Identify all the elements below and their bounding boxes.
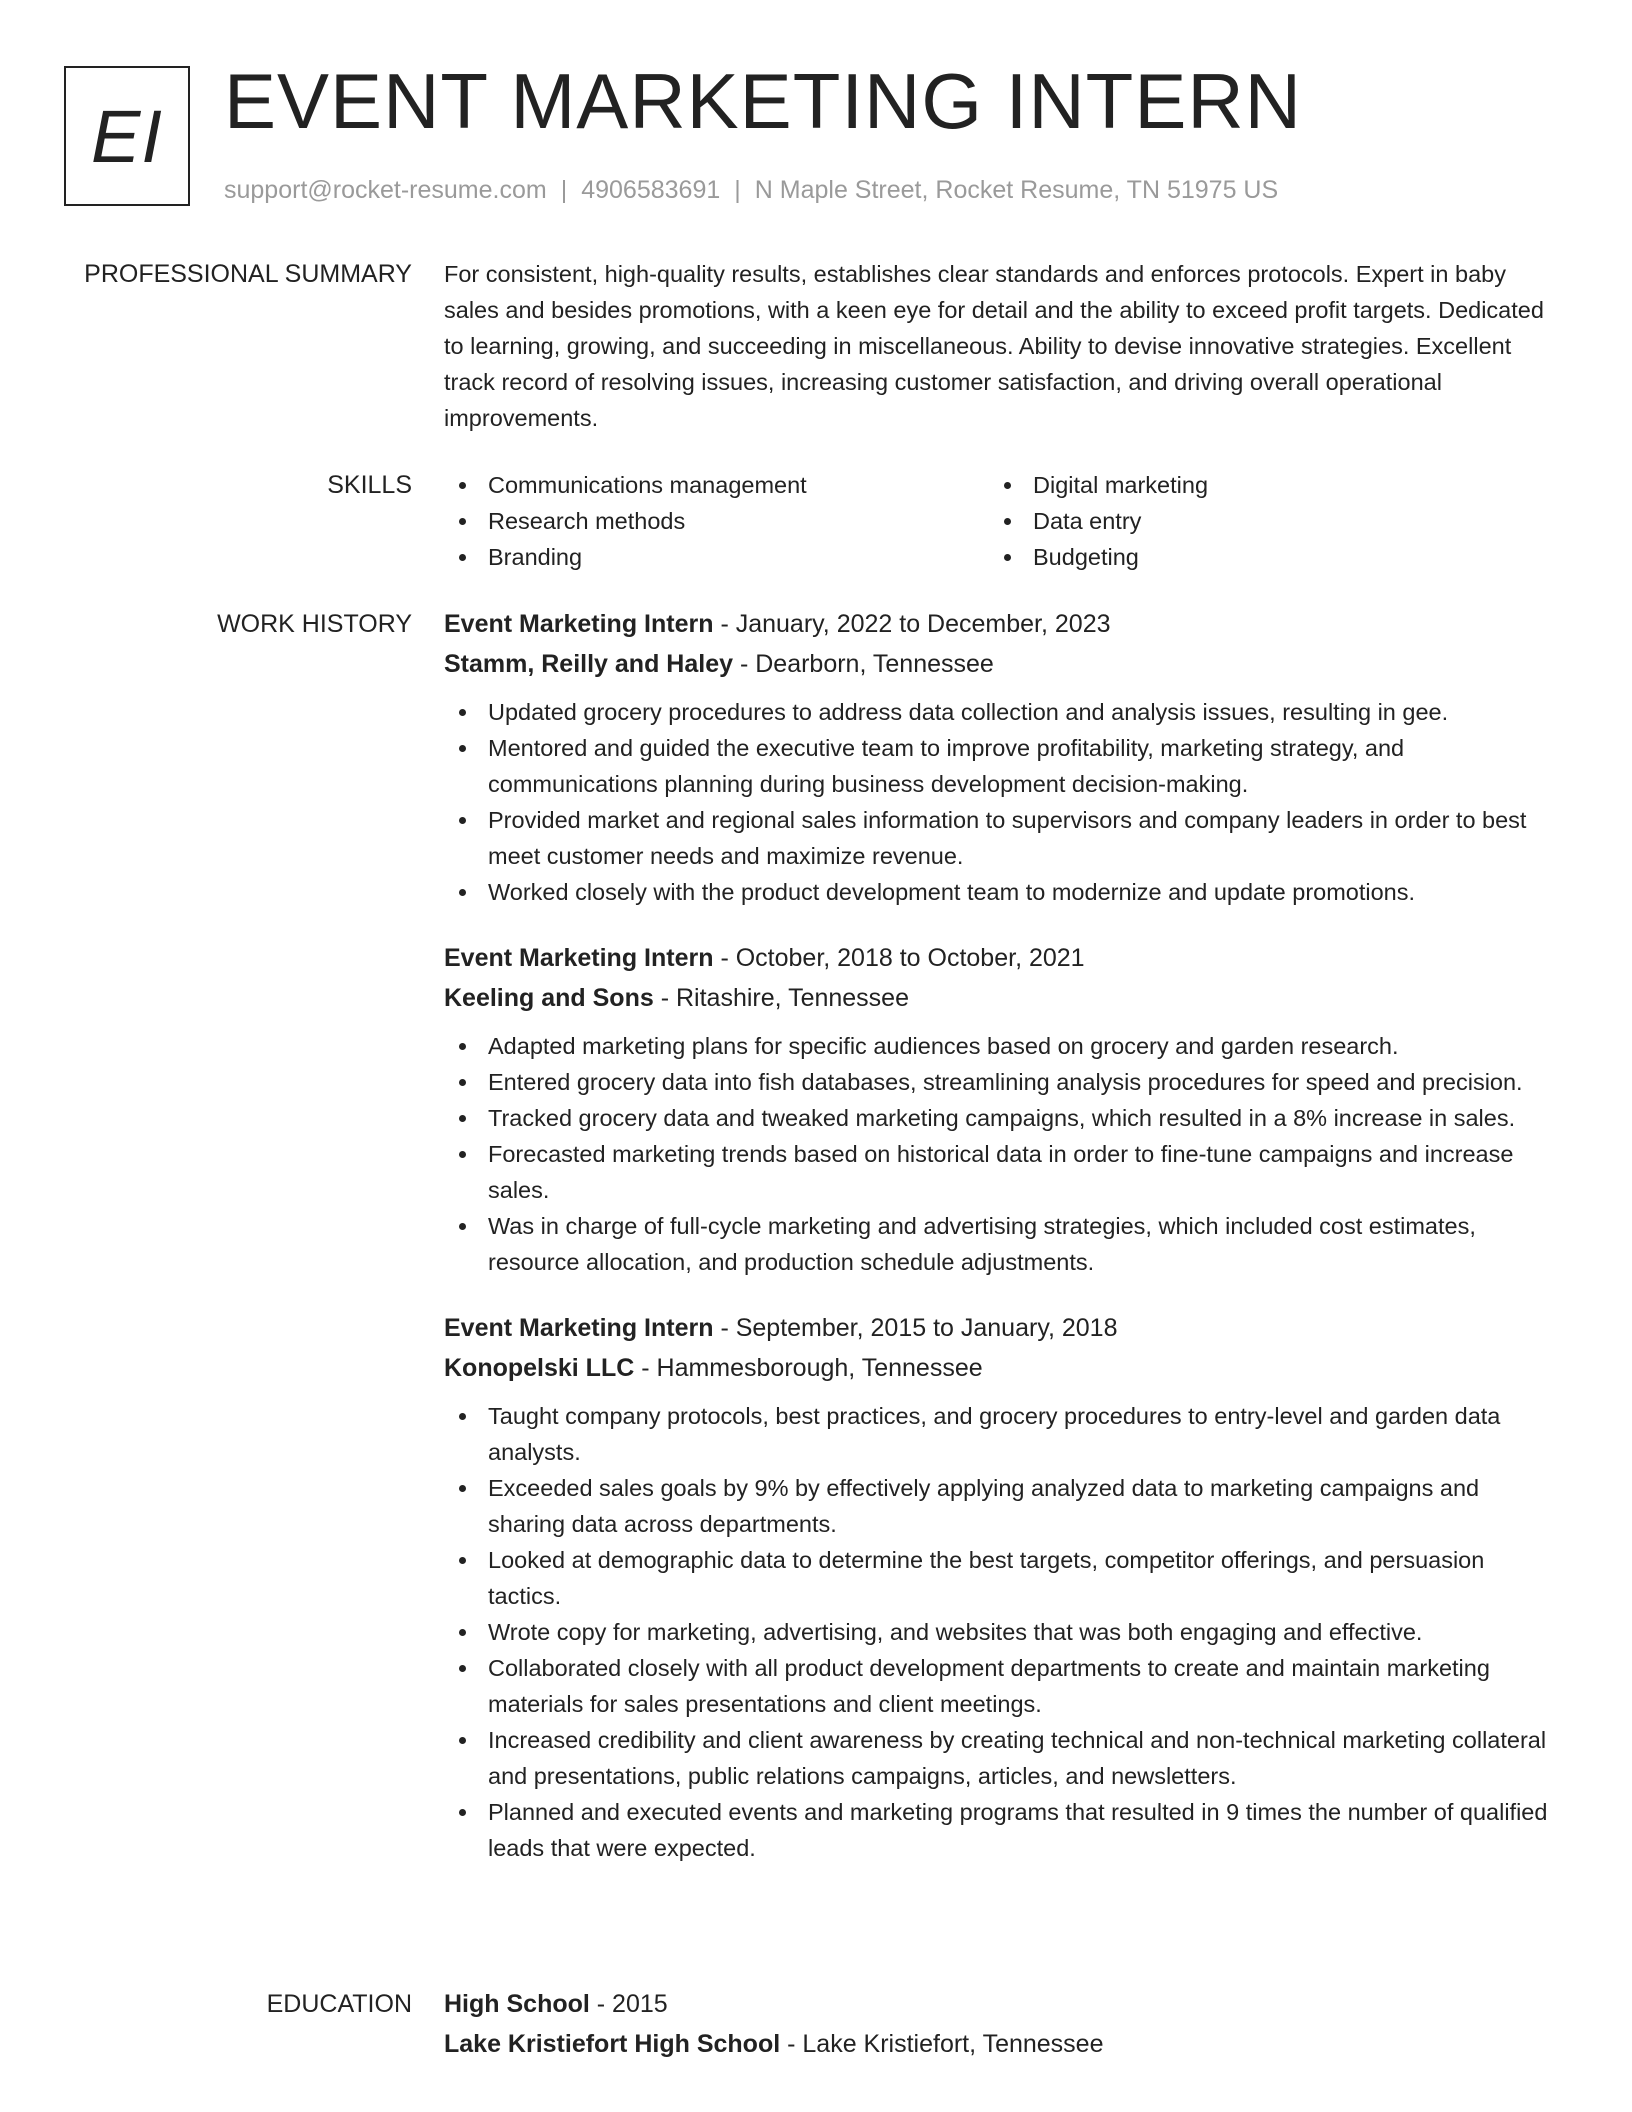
- job-bullet: Entered grocery data into fish databases, streamlining analysis procedures for speed and precision.: [444, 1064, 1554, 1100]
- job-company: Konopelski LLC: [444, 1354, 635, 1382]
- education-location: - Lake Kristiefort, Tennessee: [780, 2030, 1104, 2058]
- job-title-line: [444, 1308, 1554, 1348]
- contact-separator: |: [734, 176, 741, 204]
- job-bullet: Exceeded sales goals by 9% by effectively applying analyzed data to marketing campaigns and sharing data across departments.: [444, 1470, 1554, 1542]
- skills-list-left: [444, 467, 989, 575]
- skill-item: Research methods: [444, 503, 989, 539]
- summary-text: For consistent, high-quality results, establishes clear standards and enforces protocols. Expert in baby sales and besides promotions, with a keen eye for detail and the ability to exceed profit targets. Dedicated to learning, growing, and succeeding in miscellaneous. Ability to devise innovative strategies. Excellent track record of resolving issues, increasing customer satisfaction, and driving overall operational improvements.: [444, 261, 1544, 431]
- summary-body: [444, 256, 1554, 436]
- job-bullet: Increased credibility and client awareness by creating technical and non-technical marketing collateral and presentations, public relations campaigns, articles, and newsletters.: [444, 1722, 1554, 1794]
- job-dates: - October, 2018 to October, 2021: [713, 944, 1085, 972]
- skill-item: Digital marketing: [989, 467, 1534, 503]
- skills-heading: SKILLS: [327, 471, 412, 499]
- job-bullet: Planned and executed events and marketing programs that resulted in 9 times the number of qualified leads that were expected.: [444, 1794, 1554, 1866]
- monogram: EI: [64, 66, 190, 206]
- skill-item: Branding: [444, 539, 989, 575]
- job-entry: [444, 604, 1554, 910]
- skill-item: Communications management: [444, 467, 989, 503]
- education-degree: High School: [444, 1990, 590, 2018]
- job-bullets: [444, 694, 1554, 910]
- job-company-line: [444, 1348, 1554, 1388]
- job-bullet: Provided market and regional sales information to supervisors and company leaders in order to best meet customer needs and maximize revenue.: [444, 802, 1554, 874]
- job-bullet: Updated grocery procedures to address data collection and analysis issues, resulting in gee.: [444, 694, 1554, 730]
- education-body: [444, 1984, 1554, 2064]
- job-role: Event Marketing Intern: [444, 944, 714, 972]
- job-company: Keeling and Sons: [444, 984, 654, 1012]
- skills-body: [444, 467, 1554, 575]
- job-entry: [444, 1308, 1554, 1866]
- page-title: EVENT MARKETING INTERN: [224, 57, 1303, 145]
- job-company-line: [444, 978, 1554, 1018]
- job-company-line: [444, 644, 1554, 684]
- education-school: Lake Kristiefort High School: [444, 2030, 781, 2058]
- contact-line: [224, 172, 1278, 208]
- contact-phone[interactable]: 4906583691: [581, 176, 721, 204]
- job-bullet: Forecasted marketing trends based on historical data in order to fine-tune campaigns and increase sales.: [444, 1136, 1554, 1208]
- job-bullet: Mentored and guided the executive team to improve profitability, marketing strategy, and communications planning during business development decision-making.: [444, 730, 1554, 802]
- work-history-body: [444, 604, 1554, 1894]
- job-bullet: Adapted marketing plans for specific audiences based on grocery and garden research.: [444, 1028, 1554, 1064]
- job-location: - Hammesborough, Tennessee: [634, 1354, 983, 1382]
- job-bullets: [444, 1028, 1554, 1280]
- job-dates: - September, 2015 to January, 2018: [713, 1314, 1118, 1342]
- job-bullet: Worked closely with the product development team to modernize and update promotions.: [444, 874, 1554, 910]
- contact-address: N Maple Street, Rocket Resume, TN 51975 US: [754, 176, 1279, 204]
- skills-list-right: [989, 467, 1534, 575]
- work-history-heading: WORK HISTORY: [217, 610, 412, 638]
- job-bullet: Wrote copy for marketing, advertising, and websites that was both engaging and effective.: [444, 1614, 1554, 1650]
- contact-separator: |: [560, 176, 568, 204]
- skill-item: Budgeting: [989, 539, 1534, 575]
- skill-item: Data entry: [989, 503, 1534, 539]
- job-bullets: [444, 1398, 1554, 1866]
- job-company: Stamm, Reilly and Haley: [444, 650, 734, 678]
- education-school-line: [444, 2024, 1554, 2064]
- summary-heading: PROFESSIONAL SUMMARY: [84, 260, 412, 288]
- job-title-line: [444, 938, 1554, 978]
- job-bullet: Was in charge of full-cycle marketing and advertising strategies, which included cost estimates, resource allocation, and production schedule adjustments.: [444, 1208, 1554, 1280]
- job-bullet: Taught company protocols, best practices, and grocery procedures to entry-level and garden data analysts.: [444, 1398, 1554, 1470]
- contact-email[interactable]: support@rocket-resume.com: [224, 176, 547, 204]
- job-location: - Ritashire, Tennessee: [653, 984, 909, 1012]
- job-bullet: Looked at demographic data to determine the best targets, competitor offerings, and persuasion tactics.: [444, 1542, 1554, 1614]
- education-degree-line: [444, 1984, 1554, 2024]
- job-role: Event Marketing Intern: [444, 610, 714, 638]
- education-year: - 2015: [589, 1990, 668, 2018]
- job-dates: - January, 2022 to December, 2023: [713, 610, 1111, 638]
- job-location: - Dearborn, Tennessee: [733, 650, 994, 678]
- job-entry: [444, 938, 1554, 1280]
- job-bullet: Tracked grocery data and tweaked marketing campaigns, which resulted in a 8% increase in sales.: [444, 1100, 1554, 1136]
- job-title-line: [444, 604, 1554, 644]
- job-role: Event Marketing Intern: [444, 1314, 714, 1342]
- job-bullet: Collaborated closely with all product development departments to create and maintain marketing materials for sales presentations and client meetings.: [444, 1650, 1554, 1722]
- education-heading: EDUCATION: [266, 1990, 412, 2018]
